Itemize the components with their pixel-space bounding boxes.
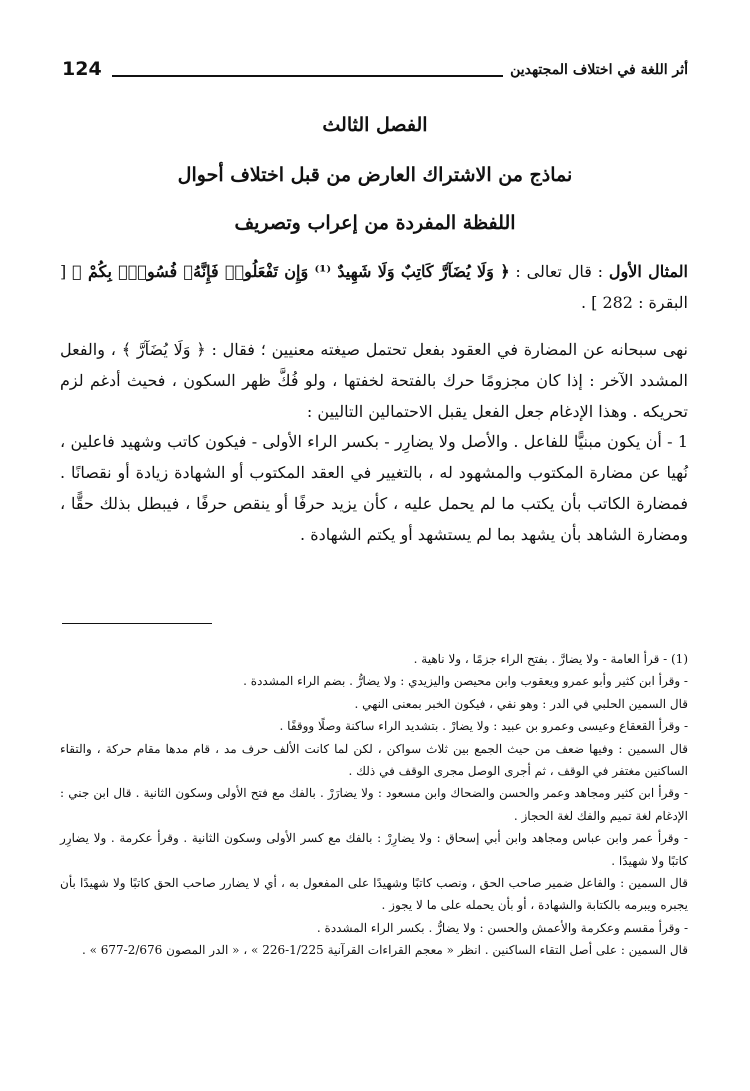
footnote-line: قال السمين الحلبي في الدر : وهو نفي ، فيكون الخبر بمعنى النهي .	[354, 696, 688, 711]
example-paragraph	[60, 256, 688, 318]
header-rule	[112, 75, 503, 77]
body-paragraph: نهى سبحانه عن المضارة في العقود بفعل تحتمل صيغته معنيين ؛ فقال : ﴿ وَلَا يُضَآرَّ ﴾ ، والفعل المشدد الآخر : إذا كان مجزومًا حرك بالفتحة لخفتها ، ولو فُكَّ ظهر السكون ، فحيث أدغم لزم تحريكه . وهذا الإدغام جعل الفعل يقبل الاحتمالين التاليين :	[60, 340, 688, 421]
example-intro: : قال تعالى :	[509, 262, 609, 281]
footnote-line: (1) - قرأ العامة - ولا يضارَّ . بفتح الراء جزمًا ، ولا ناهية .	[413, 652, 688, 666]
footnote-rule	[62, 623, 212, 624]
footnote-line: قال السمين : على أصل التقاء الساكنين . انظر « معجم القراءات القرآنية 1/225-226 » ، « الدر المصون 2/676-677 » .	[81, 943, 688, 958]
page-header	[62, 58, 688, 88]
footnote-line: - وقرأ مقسم وعكرمة والأعمش والحسن : ولا يضارُّ . بكسر الراء المشددة .	[316, 920, 688, 935]
chapter-title: الفصل الثالث	[322, 114, 428, 136]
footnote-line: - وقرأ ابن كثير وأبو عمرو ويعقوب وابن محيصن واليزيدي : ولا يضارُّ . بضم الراء المشددة .	[243, 674, 688, 689]
footnote-line: قال السمين : وفيها ضعف من حيث الجمع بين ثلاث سواكن ، لكن لما كانت الألف حرف مد ، قام مدها مقام حركة ، والتقاء الساكنين مغتفر في الوقف ، ثم أجرى الوصل مجرى الوقف في ذلك .	[60, 741, 688, 779]
footnote-line: - وقرأ عمر وابن عباس ومجاهد وابن أبي إسحاق : ولا يضارِرْ : بالفك مع كسر الأولى وسكون الثانية . وقرأ عكرمة . ولا يضارِر كاتبًا ولا شهيدًا .	[60, 831, 688, 868]
example-lead: المثال الأول	[608, 262, 688, 281]
body-paragraph: 1 - أن يكون مبنيًّا للفاعل . والأصل ولا يضارِر - بكسر الراء الأولى - فيكون كاتب وشهيد فاعلين ، نُهيا عن مضارة المكتوب والمشهود له ، بالتغيير في العقد المكتوب أو الشهادة زيادة أو نقصانًا . فمضارة الكاتب بأن يكتب ما لم يحمل عليه ، كأن يزيد حرفًا أو ينقص حرفًا ، فيبطل بذلك حقًّا ، ومضارة الشاهد بأن يشهد بما لم يستشهد أو يكتم الشهادة .	[60, 432, 688, 544]
quran-verse: ﴿ وَلَا يُضَآرَّ كَاتِبٌ وَلَا شَهِيدٌ ⁽¹⁾ وَإِن تَفْعَلُوا۟ فَإِنَّهُۥ فُسُوقٌۢ بِكُمْ ﴾	[72, 262, 510, 281]
subsection-title: اللفظة المفردة من إعراب وتصريف	[234, 212, 516, 234]
footnote-line: - وقرأ ابن كثير ومجاهد وعمر والحسن والضحاك وابن مسعود : ولا يضارَرْ . بالفك مع فتح الأولى وسكون الثانية . قال ابن جني : الإدغام لغة تميم والفك لغة الحجاز .	[60, 786, 688, 823]
running-title: أثر اللغة في اختلاف المجتهدين	[510, 62, 688, 78]
footnote-line: - وقرأ القعقاع وعيسى وعمرو بن عبيد : ولا يضارْ . بتشديد الراء ساكنة وصلًا ووقفًا .	[279, 719, 688, 734]
page-number: 124	[62, 58, 102, 80]
footnotes	[60, 648, 688, 962]
verse-citation: [ البقرة : 282 ] .	[60, 262, 688, 312]
section-title: نماذج من الاشتراك العارض من قبل اختلاف أحوال	[177, 164, 573, 186]
footnote-line: قال السمين : والفاعل ضمير صاحب الحق ، ونصب كاتبًا وشهيدًا على المفعول به ، أي لا يضارر صاحب الحق كاتبًا ولا شهيدًا بأن يجبره ويبرمه بالكتابة والشهادة ، أو بأن يحمله على ما لا يجوز .	[60, 876, 688, 913]
